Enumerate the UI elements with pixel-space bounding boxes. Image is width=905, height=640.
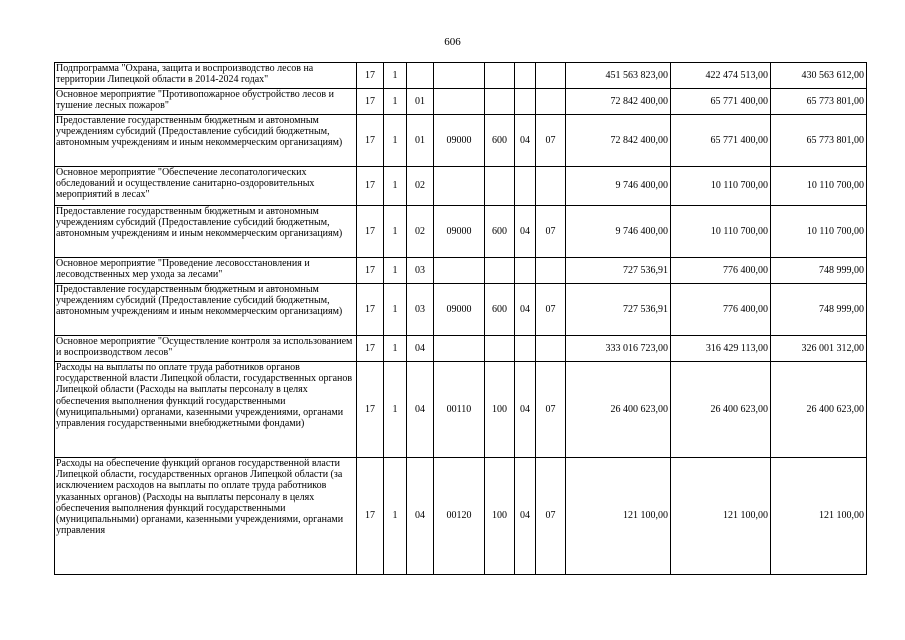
amount-cell-3: 65 773 801,00: [771, 115, 867, 167]
code-cell-1: 17: [357, 115, 384, 167]
code-cell-4: [434, 89, 485, 115]
code-cell-6: 04: [515, 362, 536, 458]
code-cell-3: 01: [407, 89, 434, 115]
table-row: [55, 362, 867, 458]
code-cell-7: 07: [536, 206, 566, 258]
code-cell-3: [407, 63, 434, 89]
code-cell-5: 600: [485, 284, 515, 336]
code-cell-5: [485, 89, 515, 115]
code-cell-1: 17: [357, 63, 384, 89]
amount-cell-1: 72 842 400,00: [566, 115, 671, 167]
code-cell-3: 02: [407, 206, 434, 258]
amount-cell-2: 10 110 700,00: [671, 167, 771, 206]
code-cell-5: 100: [485, 362, 515, 458]
code-cell-2: 1: [384, 458, 407, 575]
code-cell-3: 04: [407, 362, 434, 458]
code-cell-1: 17: [357, 206, 384, 258]
code-cell-7: [536, 89, 566, 115]
amount-cell-2: 26 400 623,00: [671, 362, 771, 458]
code-cell-6: [515, 89, 536, 115]
code-cell-3: 02: [407, 167, 434, 206]
code-cell-7: [536, 63, 566, 89]
code-cell-4: 09000: [434, 115, 485, 167]
code-cell-6: [515, 336, 536, 362]
code-cell-6: 04: [515, 206, 536, 258]
table-row: [55, 167, 867, 206]
code-cell-2: 1: [384, 167, 407, 206]
code-cell-2: 1: [384, 258, 407, 284]
table-row: [55, 89, 867, 115]
code-cell-6: 04: [515, 458, 536, 575]
code-cell-4: 00110: [434, 362, 485, 458]
code-cell-2: 1: [384, 89, 407, 115]
page-number: 606: [444, 36, 461, 48]
table-row: [55, 284, 867, 336]
table-row: [55, 336, 867, 362]
code-cell-6: [515, 258, 536, 284]
amount-cell-1: 727 536,91: [566, 258, 671, 284]
amount-cell-1: 727 536,91: [566, 284, 671, 336]
amount-cell-1: 121 100,00: [566, 458, 671, 575]
code-cell-1: 17: [357, 167, 384, 206]
code-cell-1: 17: [357, 284, 384, 336]
code-cell-4: [434, 63, 485, 89]
amount-cell-2: 65 771 400,00: [671, 89, 771, 115]
amount-cell-1: 451 563 823,00: [566, 63, 671, 89]
table-row: [55, 258, 867, 284]
code-cell-3: 03: [407, 284, 434, 336]
code-cell-3: 04: [407, 336, 434, 362]
amount-cell-2: 776 400,00: [671, 258, 771, 284]
amount-cell-2: 65 771 400,00: [671, 115, 771, 167]
row-description: Основное мероприятие "Обеспечение лесопатологических обследований и осуществление санитарно-оздоровительных мероприятий в лесах": [55, 167, 357, 206]
amount-cell-2: 10 110 700,00: [671, 206, 771, 258]
amount-cell-3: 748 999,00: [771, 258, 867, 284]
row-description: Предоставление государственным бюджетным и автономным учреждениям субсидий (Предоставление субсидий бюджетным, автономным учреждениям и иным некоммерческим организациям): [55, 115, 357, 167]
budget-table: [54, 62, 867, 575]
code-cell-5: 600: [485, 206, 515, 258]
amount-cell-1: 26 400 623,00: [566, 362, 671, 458]
code-cell-2: 1: [384, 63, 407, 89]
code-cell-5: 100: [485, 458, 515, 575]
code-cell-7: 07: [536, 284, 566, 336]
code-cell-5: [485, 336, 515, 362]
code-cell-2: 1: [384, 206, 407, 258]
code-cell-5: [485, 258, 515, 284]
code-cell-3: 03: [407, 258, 434, 284]
code-cell-2: 1: [384, 115, 407, 167]
row-description: Основное мероприятие "Противопожарное обустройство лесов и тушение лесных пожаров": [55, 89, 357, 115]
code-cell-1: 17: [357, 258, 384, 284]
code-cell-6: 04: [515, 284, 536, 336]
code-cell-1: 17: [357, 336, 384, 362]
row-description: Подпрограмма "Охрана, защита и воспроизводство лесов на территории Липецкой области в 2014-2024 годах": [55, 63, 357, 89]
code-cell-1: 17: [357, 89, 384, 115]
amount-cell-1: 333 016 723,00: [566, 336, 671, 362]
amount-cell-3: 10 110 700,00: [771, 167, 867, 206]
code-cell-7: [536, 258, 566, 284]
amount-cell-2: 422 474 513,00: [671, 63, 771, 89]
amount-cell-3: 121 100,00: [771, 458, 867, 575]
amount-cell-3: 326 001 312,00: [771, 336, 867, 362]
code-cell-4: 09000: [434, 206, 485, 258]
row-description: Расходы на обеспечение функций органов государственной власти Липецкой области, государственных органов Липецкой области (за исключением расходов на выплаты по оплате труда работников указанных органов) (Расходы на выплаты персоналу в целях обеспечения выполнения функций государственными (муниципальными) органами, казенными учреждениями, органами управления: [55, 458, 357, 575]
amount-cell-3: 65 773 801,00: [771, 89, 867, 115]
code-cell-2: 1: [384, 362, 407, 458]
code-cell-5: [485, 63, 515, 89]
amount-cell-1: 72 842 400,00: [566, 89, 671, 115]
amount-cell-1: 9 746 400,00: [566, 167, 671, 206]
code-cell-2: 1: [384, 336, 407, 362]
code-cell-6: [515, 63, 536, 89]
row-description: Основное мероприятие "Осуществление контроля за использованием и воспроизводством лесов": [55, 336, 357, 362]
table-row: [55, 115, 867, 167]
code-cell-3: 04: [407, 458, 434, 575]
amount-cell-1: 9 746 400,00: [566, 206, 671, 258]
table-row: [55, 458, 867, 575]
amount-cell-3: 10 110 700,00: [771, 206, 867, 258]
row-description: Предоставление государственным бюджетным и автономным учреждениям субсидий (Предоставление субсидий бюджетным, автономным учреждениям и иным некоммерческим организациям): [55, 206, 357, 258]
amount-cell-2: 776 400,00: [671, 284, 771, 336]
code-cell-7: 07: [536, 458, 566, 575]
amount-cell-3: 430 563 612,00: [771, 63, 867, 89]
table-row: [55, 63, 867, 89]
code-cell-4: [434, 167, 485, 206]
code-cell-4: [434, 336, 485, 362]
code-cell-1: 17: [357, 362, 384, 458]
row-description: Предоставление государственным бюджетным и автономным учреждениям субсидий (Предоставление субсидий бюджетным, автономным учреждениям и иным некоммерческим организациям): [55, 284, 357, 336]
code-cell-2: 1: [384, 284, 407, 336]
amount-cell-2: 316 429 113,00: [671, 336, 771, 362]
code-cell-3: 01: [407, 115, 434, 167]
amount-cell-3: 26 400 623,00: [771, 362, 867, 458]
code-cell-7: [536, 336, 566, 362]
code-cell-7: 07: [536, 362, 566, 458]
code-cell-4: [434, 258, 485, 284]
code-cell-7: [536, 167, 566, 206]
code-cell-4: 09000: [434, 284, 485, 336]
code-cell-5: 600: [485, 115, 515, 167]
code-cell-7: 07: [536, 115, 566, 167]
code-cell-1: 17: [357, 458, 384, 575]
table-row: [55, 206, 867, 258]
code-cell-6: [515, 167, 536, 206]
code-cell-6: 04: [515, 115, 536, 167]
code-cell-4: 00120: [434, 458, 485, 575]
row-description: Расходы на выплаты по оплате труда работников органов государственной власти Липецкой области, государственных органов Липецкой области (Расходы на выплаты персоналу в целях обеспечения выполнения функций государственными (муниципальными) органами, казенными учреждениями, органами управления государственными внебюджетными фондами): [55, 362, 357, 458]
row-description: Основное мероприятие "Проведение лесовосстановления и лесоводственных мер ухода за лесами": [55, 258, 357, 284]
code-cell-5: [485, 167, 515, 206]
amount-cell-2: 121 100,00: [671, 458, 771, 575]
amount-cell-3: 748 999,00: [771, 284, 867, 336]
